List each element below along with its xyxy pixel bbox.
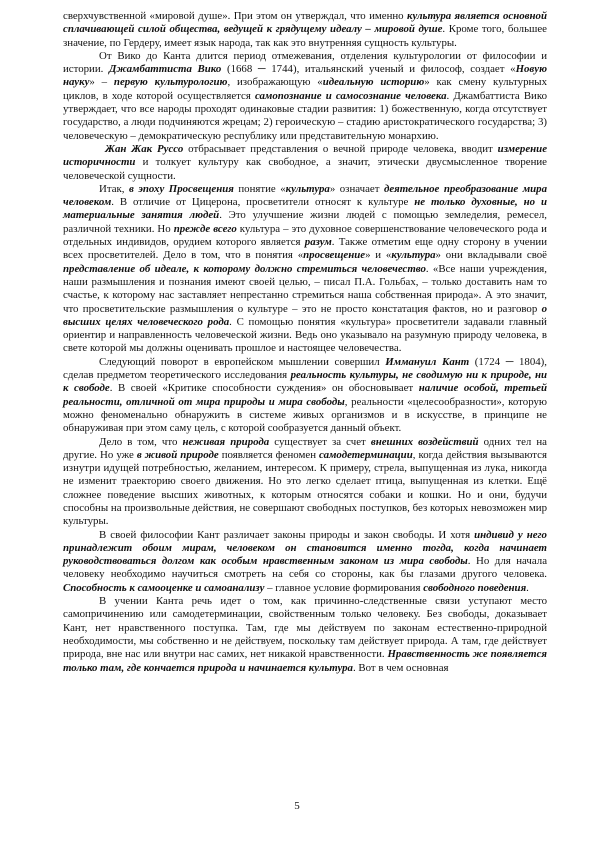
text-run: Дело в том, что — [99, 435, 183, 448]
text-run: » они вкладывали своё — [435, 249, 547, 262]
text-run: . «Все наши учреждения, наши размышления и познания имеют своей целью, – писал П.А. Гольбах, – только доставить нам то счастье, к которому нас заставляет непрестанно стремиться наша собственная природа». А это значит, что просветительские размышления о культуре – это не просто констатация фактов, но и разговор — [63, 262, 547, 315]
emphasized-text: культура является основной сплачивающей силой общества, ведущей к грядущему идеалу – мировой душе — [63, 10, 547, 36]
paragraph — [63, 50, 547, 143]
emphasized-text: деятельное преобразование мира человеком — [63, 182, 547, 209]
emphasized-text: культура — [285, 182, 330, 195]
text-run: культура – это духовное совершенствование человеческого рода и отдельных индивидов, орудием которого является — [63, 222, 547, 249]
paragraph — [63, 10, 547, 50]
text-run: существует за счет — [269, 435, 371, 448]
text-run: . С помощью понятия «культура» просветители задавали главный ориентир и направленность человеческой жизни. Ведь оно указывало на разумную природу человека, в свете которой мы должны оценивать прошлое и настоящее человечества. — [63, 315, 547, 355]
paragraph — [63, 356, 547, 436]
emphasized-text: первую культурологию — [113, 76, 228, 89]
emphasized-text: не только духовные, но и материальные занятия людей — [63, 196, 548, 222]
emphasized-text: Способность к самооценке и самоанализу — [63, 581, 265, 594]
text-run: » означает — [329, 182, 384, 195]
text-run: одних тел на другие. Но уже — [63, 435, 547, 461]
emphasized-text: в эпоху Просвещения — [128, 182, 234, 195]
text-run: . В отличие от Цицерона, просветители относят к культуре — [111, 196, 415, 209]
text-run: отбрасывает представления о вечной природе человека, вводит — [183, 142, 498, 155]
text-run: понятие « — [233, 182, 286, 195]
page-body-text — [63, 10, 547, 675]
emphasized-text: идеальную историю — [322, 76, 425, 89]
text-run: . Но для начала человеку необходимо научиться смотреть на себя со стороны, как бы глазами другого человека. — [63, 555, 548, 581]
text-run: , реальности «целесообразности», которую можно феноменально обнаружить в системе живых организмов и в искусстве, в принципе не обнаруживая при этом саму цель, с которой сообразуется данный объект. — [63, 395, 547, 435]
text-run: , изображающую « — [227, 76, 323, 89]
emphasized-text: прежде всего — [173, 222, 237, 235]
text-run: появляется феномен — [218, 448, 320, 461]
text-run: – главное условие формирования — [264, 581, 424, 594]
emphasized-text: Нравственность же появляется только там, где кончается природа и начинается культура — [63, 648, 547, 674]
emphasized-text: представление об идеале, к которому должно стремиться человечество — [63, 262, 426, 275]
emphasized-text: неживая природа — [182, 435, 270, 448]
emphasized-text: разум — [304, 236, 332, 249]
paragraph — [63, 183, 547, 356]
emphasized-text: Новую науку — [63, 63, 547, 89]
emphasized-text: индивид у него принадлежит обоим мирам, человеком он становится именно тогда, когда начинает руководствоваться долгом как особым нравственным законом из мира свободы — [63, 528, 547, 568]
text-run: . Также отметим еще одну сторону в учении всех просветителей. Дело в том, что в понятия « — [63, 236, 547, 262]
emphasized-text: о высших целях человеческого рода — [63, 302, 547, 328]
text-run: Итак, — [99, 182, 129, 195]
emphasized-text: свободного поведения — [423, 581, 527, 594]
emphasized-text: самодетерминации — [319, 448, 413, 461]
emphasized-text: культура — [391, 249, 436, 262]
emphasized-text: Жан Жак Руссо — [105, 142, 184, 155]
text-run: Следующий поворот в европейском мышлении совершил — [99, 355, 386, 368]
text-run: . — [526, 581, 529, 594]
text-run: и толкует культуру как свободное, а значит, этически двусмысленное творение человеческой сущности. — [63, 156, 547, 182]
emphasized-text: в живой природе — [136, 448, 219, 461]
emphasized-text: Иммануил Кант — [385, 355, 470, 368]
emphasized-text: Джамбаттиста Вико — [109, 63, 222, 76]
emphasized-text: реальность культуры, не сводимую ни к природе, ни к свободе — [63, 369, 548, 395]
text-run: (1668 ─ 1744), итальянский ученый и философ, создает « — [221, 63, 516, 76]
text-run: . В своей «Критике способности суждения» он обосновывает — [109, 382, 419, 395]
text-run: » – — [89, 76, 114, 89]
paragraph — [63, 143, 547, 183]
emphasized-text: просвещение — [303, 249, 366, 262]
emphasized-text: самопознание и самосознание человека — [254, 89, 447, 102]
text-run: . Кроме того, большее значение, по Гердеру, имеет язык народа, так как это внутренняя сущность культуры. — [63, 23, 547, 49]
text-run: , когда действия вызываются изнутри идущей потребностью, желанием, интересом. К примеру, стрела, выпущенная из лука, никогда не изменит траекторию своего движения. Но это легко сделает птица, выпущенная из клетки. Ещё сложнее поведение высших животных, к которым относятся собаки и кошки. Но и они, будучи способны на произвольные действия, не совершают свободных поступков, без которых невозможен мир культуры. — [63, 448, 547, 528]
text-run: От Вико до Канта длится период отмежевания, отделения культурологии от философии и истории. — [63, 49, 547, 76]
paragraph — [63, 529, 547, 595]
text-run: (1724 ─ 1804), сделав предметом теоретического исследования — [63, 355, 548, 382]
text-run: В своей философии Кант различает законы природы и закон свободы. И хотя — [99, 528, 475, 541]
emphasized-text: измерение историчности — [63, 142, 548, 169]
text-run: сверхчувственной «мировой душе». При этом он утверждал, что именно — [63, 10, 407, 22]
emphasized-text: наличие особой, третьей реальности, отличной от мира природы и мира свободы — [63, 382, 547, 408]
paragraph — [63, 595, 547, 675]
text-run: » как смену культурных циклов, в ходе которой осуществляется — [63, 76, 548, 102]
text-run: . Это улучшение жизни людей с помощью земледелия, ремесел, различной техники. Но — [63, 209, 547, 235]
paragraph — [63, 436, 547, 529]
page-number: 5 — [294, 800, 300, 812]
text-run: . Джамбаттиста Вико утверждает, что все народы проходят одинаковые стадии развития: 1) божественную, когда отсутствует государство, а люди подчиняются жрецам; 2) героическую – стадию аристократического государства; 3) человеческую – демократическую республику или представительную монархию. — [63, 89, 547, 142]
text-run: » и « — [365, 249, 392, 262]
emphasized-text: внешних воздействий — [370, 435, 479, 448]
text-run: В учении Канта речь идет о том, как причинно-следственные связи уступают место самопричинению или самодетерминации, свойственным только человеку. Без свободы, доказывает Кант, нет нравственного поступка. Там, где мы действуем по законам естественно-природной необходимости, мы собственно и не действуем, поскольку там действует природа. А там, где действует природа, вне нас или внутри нас самих, нет никакой нравственности. — [63, 595, 547, 661]
text-run: . Вот в чем основная — [352, 661, 449, 674]
